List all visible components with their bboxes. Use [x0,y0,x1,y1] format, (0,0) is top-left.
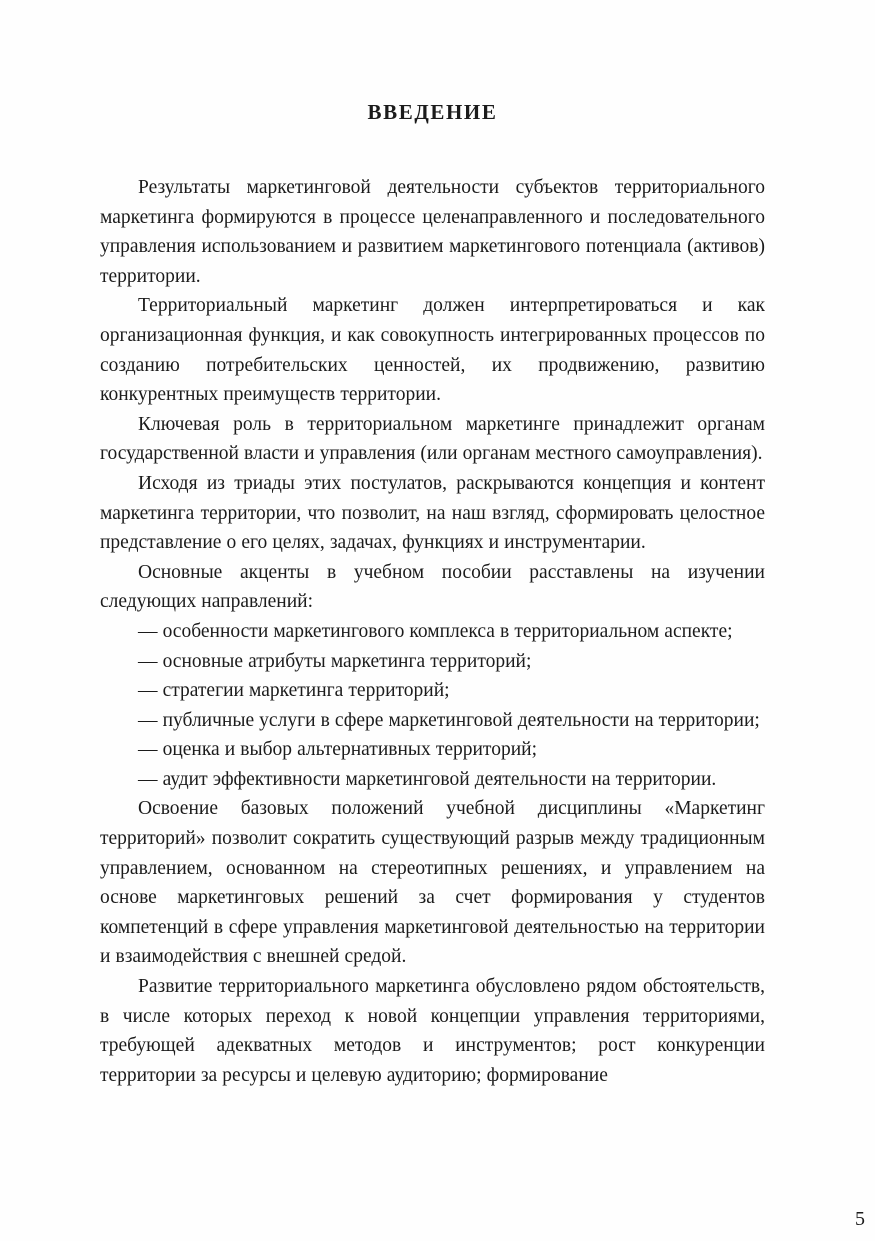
list-item: — основные атрибуты маркетинга территорий; [138,650,532,672]
list-item: — стратегии маркетинга территорий; [138,680,450,702]
list-item: — публичные услуги в сфере маркетинговой деятельности на территории; [138,709,760,731]
paragraph: Развитие территориального маркетинга обусловлено рядом обстоятельств, в числе которых переход к новой концепции управления территориями, требующей адекватных методов и инструментов; рост конкуренции территории за ресурсы и целевую аудиторию; формирование [100,976,765,1086]
page-number: 5 [855,1208,865,1230]
list-item: — аудит эффективности маркетинговой деятельности на территории. [138,768,717,790]
list-item: — особенности маркетингового комплекса в территориальном аспекте; [138,620,733,642]
paragraph: Ключевая роль в территориальном маркетинге принадлежит органам государственной власти и управления (или органам местного самоуправления). [100,413,765,465]
paragraph: Исходя из триады этих постулатов, раскрываются концепция и контент маркетинга территории, что позволит, на наш взгляд, сформировать целостное представление о его целях, задачах, функциях и инструментарии. [100,472,765,554]
page-content [100,100,865,1230]
paragraph: Результаты маркетинговой деятельности субъектов территориального маркетинга формируются в процессе целенаправленного и последовательного управления использованием и развитием маркетингового потенциала (активов) территории. [100,177,765,287]
page-title: ВВЕДЕНИЕ [367,100,498,124]
paragraph: Основные акценты в учебном пособии расставлены на изучении следующих направлений: [100,561,765,613]
paragraph: Территориальный маркетинг должен интерпретироваться и как организационная функция, и как совокупность интегрированных процессов по созданию потребительских ценностей, их продвижению, развитию конкурентных преимуществ территории. [100,295,765,406]
list-item: — оценка и выбор альтернативных территорий; [138,739,537,761]
paragraph: Освоение базовых положений учебной дисциплины «Маркетинг территорий» позволит сократить существующий разрыв между традиционным управлением, основанном на стереотипных решениях, и управлением на основе маркетинговых решений за счет формирования у студентов компетенций в сфере управления маркетинговой деятельностью на территории и взаимодействия с внешней средой. [100,798,765,968]
